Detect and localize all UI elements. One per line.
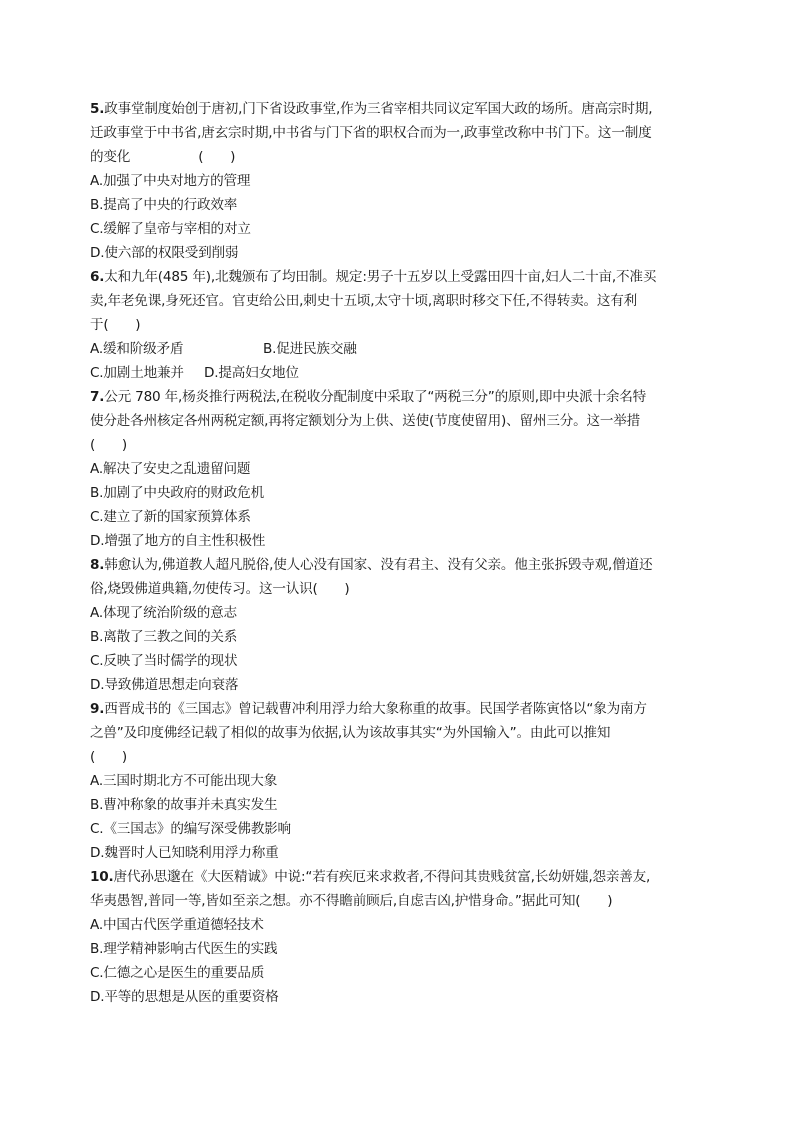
answer-blank: ( ) [90, 749, 127, 765]
question-stem-line: 9.西晋成书的《三国志》曾记载曹冲利用浮力给大象称重的故事。民国学者陈寅恪以“象为南方 [90, 701, 647, 717]
options-row [90, 337, 708, 361]
option-c: C.仁德之心是医生的重要品质 [90, 965, 265, 981]
option-b: B.离散了三教之间的关系 [90, 629, 238, 645]
option-d: D.增强了地方的自主性积极性 [90, 533, 266, 549]
question-stem-line: 6.太和九年(485 年),北魏颁布了均田制。规定:男子十五岁以上受露田四十亩,妇人二十亩,不准买 [90, 269, 657, 285]
option-d: D.提高妇女地位 [204, 365, 299, 381]
question-number: 7. [90, 389, 105, 405]
option-a: A.体现了统治阶级的意志 [90, 605, 237, 621]
question-number: 8. [90, 557, 105, 573]
question-stem-line: 7.公元 780 年,杨炎推行两税法,在税收分配制度中采取了“两税三分”的原则,即中央派十余名特 [90, 389, 647, 405]
question-8 [90, 553, 708, 697]
question-stem-line: 卖,年老免课,身死还官。官吏给公田,刺史十五顷,太守十顷,离职时移交下任,不得转卖。这有利 [90, 293, 638, 309]
question-stem-line: 迁政事堂于中书省,唐玄宗时期,中书省与门下省的职权合而为一,政事堂改称中书门下。这一制度 [90, 125, 652, 141]
option-c: C.反映了当时儒学的现状 [90, 653, 238, 669]
option-c: C.缓解了皇帝与宰相的对立 [90, 221, 251, 237]
option-d: D.使六部的权限受到削弱 [90, 245, 239, 261]
option-d: D.魏晋时人已知晓利用浮力称重 [90, 845, 279, 861]
question-number: 5. [90, 101, 105, 117]
option-a: A.缓和阶级矛盾 [90, 341, 184, 357]
question-stem-line: 5.政事堂制度始创于唐初,门下省设政事堂,作为三省宰相共同议定军国大政的场所。唐高宗时期, [90, 101, 653, 117]
question-5 [90, 97, 708, 265]
option-a: A.中国古代医学重道德轻技术 [90, 917, 264, 933]
option-b: B.促进民族交融 [263, 341, 357, 357]
option-d: D.平等的思想是从医的重要资格 [90, 989, 279, 1005]
question-number: 10. [90, 869, 114, 885]
question-number: 6. [90, 269, 105, 285]
answer-blank: ( ) [198, 149, 236, 165]
question-stem-line: 之兽”及印度佛经记载了相似的故事为依据,认为该故事其实“为外国输入”。由此可以推知 [90, 725, 611, 741]
option-a: A.三国时期北方不可能出现大象 [90, 773, 278, 789]
option-b: B.理学精神影响古代医生的实践 [90, 941, 278, 957]
option-a: A.加强了中央对地方的管理 [90, 173, 251, 189]
options-row [90, 361, 708, 385]
question-number: 9. [90, 701, 105, 717]
answer-blank: ( ) [90, 437, 127, 453]
question-6 [90, 265, 708, 385]
option-c: C.建立了新的国家预算体系 [90, 509, 251, 525]
question-stem-line: 的变化 ( ) [90, 149, 236, 165]
question-stem-line: 使分赴各州核定各州两税定额,再将定额划分为上供、送使(节度使留用)、留州三分。这一举措 [90, 413, 641, 429]
option-b: B.曹冲称象的故事并未真实发生 [90, 797, 278, 813]
option-b: B.提高了中央的行政效率 [90, 197, 238, 213]
option-b: B.加剧了中央政府的财政危机 [90, 485, 264, 501]
question-10 [90, 865, 708, 1009]
question-stem-line: 于( ) [90, 317, 141, 333]
question-stem-line: 俗,烧毁佛道典籍,勿使传习。这一认识( ) [90, 581, 350, 597]
question-stem-line: 8.韩愈认为,佛道教人超凡脱俗,使人心没有国家、没有君主、没有父亲。他主张拆毁寺观,僧道还 [90, 557, 653, 573]
question-7 [90, 385, 708, 553]
question-stem-line: 华夷愚智,普同一等,皆如至亲之想。亦不得瞻前顾后,自虑吉凶,护惜身命。”据此可知( ) [90, 893, 613, 909]
exam-page [90, 97, 708, 1009]
option-d: D.导致佛道思想走向衰落 [90, 677, 239, 693]
question-stem-line: 10.唐代孙思邈在《大医精诚》中说:“若有疾厄来求救者,不得问其贵贱贫富,长幼妍媸,怨亲善友, [90, 869, 651, 885]
option-c: C.加剧土地兼并 [90, 365, 184, 381]
question-9 [90, 697, 708, 865]
option-c: C.《三国志》的编写深受佛教影响 [90, 821, 291, 837]
option-a: A.解决了安史之乱遗留问题 [90, 461, 251, 477]
